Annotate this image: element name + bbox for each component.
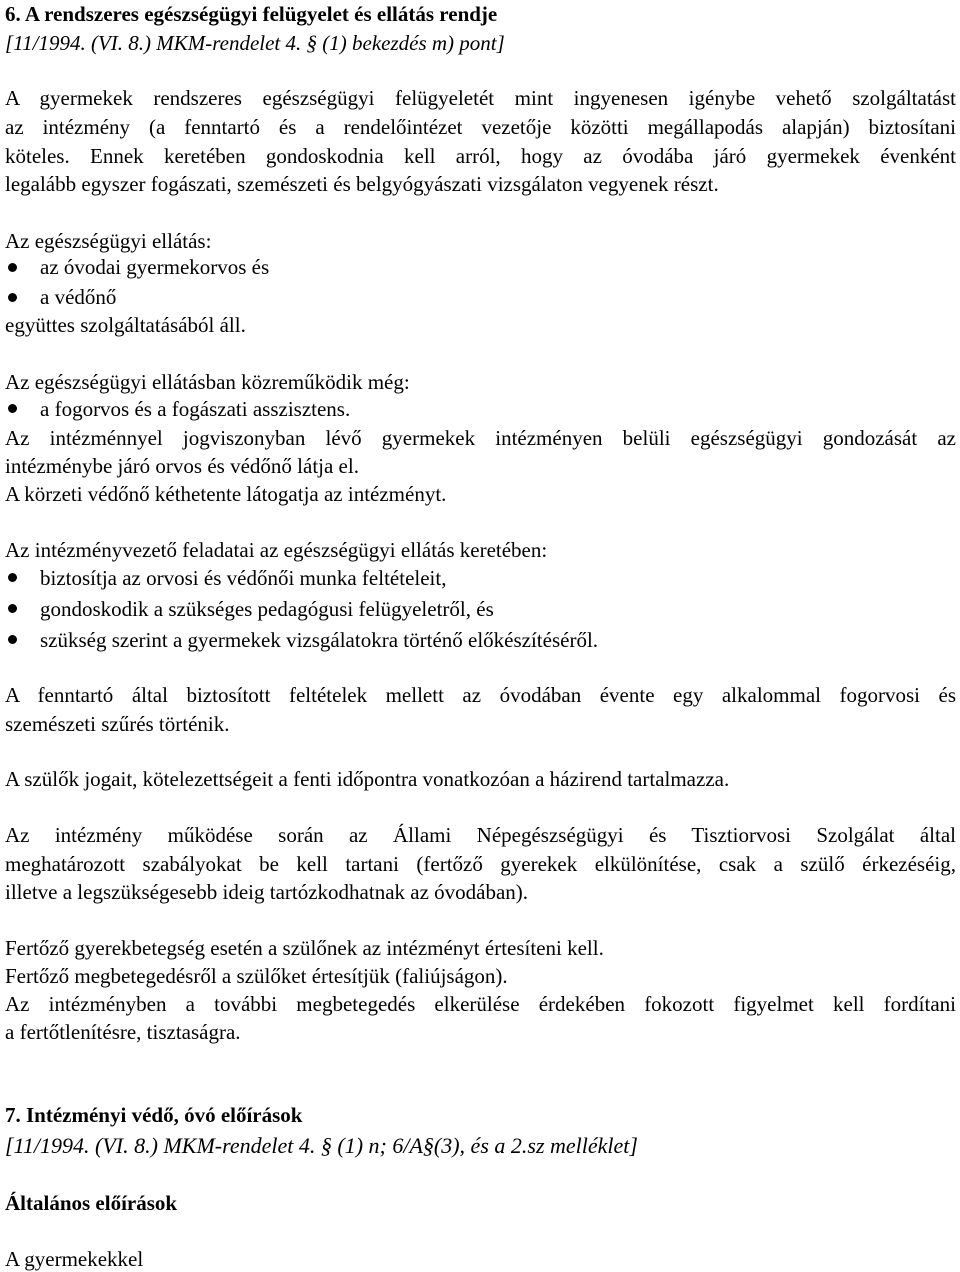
- paragraph-line: köteles. Ennek keretében gondoskodnia kell arról, hogy az óvodába járó gyermekek évenként: [5, 144, 956, 168]
- contrib-list-item: a fogorvos és a fogászati asszisztens.: [40, 397, 351, 421]
- paragraph-line: Az intézménnyel jogviszonyban lévő gyermekek intézményen belüli egészségügyi gondozását az: [5, 426, 956, 450]
- head-duties-item: biztosítja az orvosi és védőnői munka feltételeit,: [40, 566, 447, 590]
- care-list-item: a védőnő: [40, 285, 117, 309]
- section-7-legal-reference: [11/1994. (VI. 8.) MKM-rendelet 4. § (1) n; 6/A§(3), és a 2.sz melléklet]: [5, 1133, 638, 1158]
- head-duties-item: gondoskodik a szükséges pedagógusi felügyeletről, és: [40, 597, 494, 621]
- paragraph-line: szemészeti szűrés történik.: [5, 712, 230, 736]
- paragraph-line: Fertőző megbetegedésről a szülőket értesítjük (faliújságon).: [5, 964, 508, 988]
- bullet-icon: [8, 263, 17, 272]
- head-duties-item: szükség szerint a gyermekek vizsgálatokra történő előkészítéséről.: [40, 628, 599, 652]
- paragraph-line: illetve a legszükségesebb ideig tartózkodhatnak az óvodában).: [5, 880, 529, 904]
- bullet-icon: [8, 573, 17, 582]
- section-7-subheading: Általános előírások: [5, 1191, 178, 1215]
- bullet-icon: [8, 604, 17, 613]
- paragraph-line: Az intézmény működése során az Állami Népegészségügyi és Tisztiorvosi Szolgálat által: [5, 823, 956, 847]
- paragraph-line: meghatározott szabályokat be kell tartani (fertőző gyerekek elkülönítése, csak a szülő érkezéséig,: [5, 852, 956, 876]
- paragraph-line: az intézmény (a fenntartó és a rendelőintézet vezetője közötti megállapodás alapján) biztosítani: [5, 115, 956, 139]
- paragraph-line: legalább egyszer fogászati, szemészeti és belgyógyászati vizsgálaton vegyenek részt.: [5, 172, 719, 196]
- section-7-title: 7. Intézményi védő, óvó előírások: [5, 1103, 303, 1127]
- head-duties-intro: Az intézményvezető feladatai az egészségügyi ellátás keretében:: [5, 538, 548, 562]
- paragraph-line: A fenntartó által biztosított feltételek mellett az óvodában évente egy alkalommal fogorvosi és: [5, 683, 956, 707]
- bullet-icon: [8, 293, 17, 302]
- care-intro: Az egészségügyi ellátás:: [5, 229, 212, 253]
- paragraph-line: Fertőző gyerekbetegség esetén a szülőnek az intézményt értesíteni kell.: [5, 936, 604, 960]
- contrib-intro: Az egészségügyi ellátásban közreműködik még:: [5, 370, 410, 394]
- paragraph-line: intézménybe járó orvos és védőnő látja el.: [5, 454, 359, 478]
- paragraph-line: Az intézményben a további megbetegedés elkerülése érdekében fokozott figyelmet kell fordítani: [5, 992, 956, 1016]
- paragraph-line: a fertőtlenítésre, tisztaságra.: [5, 1020, 241, 1044]
- paragraph-line: A szülők jogait, kötelezettségeit a fenti időpontra vonatkozóan a házirend tartalmazza.: [5, 767, 730, 791]
- paragraph-line: A gyermekekkel: [5, 1247, 144, 1271]
- care-outro: együttes szolgáltatásából áll.: [5, 313, 246, 337]
- care-list-item: az óvodai gyermekorvos és: [40, 255, 270, 279]
- section-6-title: 6. A rendszeres egészségügyi felügyelet és ellátás rendje: [5, 2, 498, 26]
- paragraph-line: A gyermekek rendszeres egészségügyi felügyeletét mint ingyenesen igénybe vehető szolgáltatást: [5, 86, 956, 110]
- section-6-legal-reference: [11/1994. (VI. 8.) MKM-rendelet 4. § (1) bekezdés m) pont]: [5, 31, 505, 55]
- bullet-icon: [8, 635, 17, 644]
- paragraph-line: A körzeti védőnő kéthetente látogatja az intézményt.: [5, 482, 447, 506]
- bullet-icon: [8, 404, 17, 413]
